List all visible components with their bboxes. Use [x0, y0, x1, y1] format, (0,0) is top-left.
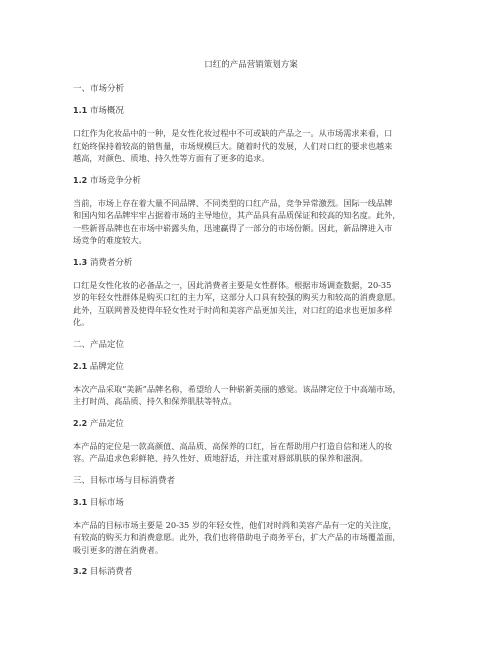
section-heading: 二、产品定位 — [73, 339, 125, 350]
document-body — [73, 83, 443, 588]
paragraph-line: 岁的年轻女性群体是购买口红的主力军，这部分人口具有较强的购买力和较高的消费意愿。 — [73, 292, 401, 302]
paragraph-line: 容。产品追求色彩鲜艳、持久性好、质地舒适，并注重对唇部肌肤的保养和滋润。 — [73, 453, 368, 463]
subsection-number: 2.2 — [73, 418, 88, 428]
paragraph-line: 口红作为化妆品中的一种，是女性化妆过程中不可或缺的产品之一。从市场需求来看，口 — [73, 128, 393, 138]
paragraph-line: 吸引更多的潜在消费者。 — [73, 544, 164, 555]
subsection-number: 2.1 — [73, 361, 88, 371]
paragraph — [73, 197, 443, 247]
subsection-title: 目标市场 — [89, 497, 124, 508]
subsection-title: 品牌定位 — [89, 361, 124, 372]
paragraph — [73, 279, 443, 329]
paragraph-line: 场竞争的难度较大。 — [73, 235, 147, 245]
paragraph-line: 有较高的购买力和消费意愿。此外，我们也将借助电子商务平台，扩大产品的市场覆盖面， — [73, 532, 401, 542]
document-title: 口红的产品营销策划方案 — [204, 60, 298, 70]
paragraph-line: 红始终保持着较高的销售量，市场规模巨大。随着时代的发展，人们对口红的要求也越来 — [73, 140, 393, 151]
subsection-title: 目标消费者 — [89, 567, 133, 577]
subsection-title: 消费者分析 — [89, 257, 133, 268]
subsection-number: 1.3 — [73, 257, 88, 267]
subsection-heading — [73, 566, 443, 578]
paragraph-line: 此外，互联网普及使得年轻女性对于时尚和美容产品更加关注，对口红的追求也更加多样 — [73, 304, 393, 315]
subsection-number: 3.2 — [73, 567, 88, 576]
paragraph — [73, 440, 443, 465]
paragraph — [73, 383, 443, 408]
subsection-heading — [73, 175, 443, 187]
subsection-heading — [73, 257, 443, 269]
paragraph-line: 化。 — [73, 317, 90, 327]
subsection-heading — [73, 418, 443, 430]
subsection-title: 市场概况 — [89, 106, 124, 116]
paragraph-line: 一些新晋品牌也在市场中崭露头角，迅速赢得了一部分的市场份额。因此，新品牌进入市 — [73, 222, 393, 233]
subsection-number: 1.2 — [73, 175, 88, 185]
paragraph — [73, 519, 443, 557]
paragraph-line: 本次产品采取“美新”品牌名称，希望给人一种崭新美丽的感觉。该品牌定位于中高端市场， — [73, 383, 401, 394]
subsection-heading — [73, 361, 443, 373]
section-heading: 一、市场分析 — [73, 84, 125, 94]
paragraph-line: 主打时尚、高品质、持久和保养肌肤等特点。 — [73, 396, 237, 406]
subsection-number: 1.1 — [73, 106, 88, 115]
paragraph-line: 本产品的目标市场主要是 20-35 岁的年轻女性，他们对时尚和美容产品有一定的关注度， — [73, 519, 397, 530]
subsection-number: 3.1 — [73, 497, 88, 507]
paragraph-line: 口红是女性化妆的必备品之一，因此消费者主要是女性群体。根据市场调查数据，20-35 — [73, 279, 392, 290]
subsection-heading — [73, 105, 443, 117]
paragraph — [73, 127, 443, 165]
paragraph-line: 本产品的定位是一款高颜值、高品质、高保养的口红，旨在帮助用户打造自信和迷人的妆 — [73, 440, 393, 451]
subsection-heading — [73, 497, 443, 509]
paragraph-line: 越高，对颜色、质地、持久性等方面有了更多的追求。 — [73, 153, 270, 163]
section-heading: 三、目标市场与目标消费者 — [73, 475, 176, 486]
subsection-title: 市场竞争分析 — [89, 175, 141, 186]
paragraph-line: 当前，市场上存在着大量不同品牌、不同类型的口红产品，竞争异常激烈。国际一线品牌 — [73, 197, 393, 208]
paragraph-line: 和国内知名品牌牢牢占据着市场的主导地位，其产品具有品质保证和较高的知名度。此外， — [73, 210, 401, 220]
subsection-title: 产品定位 — [89, 418, 124, 429]
